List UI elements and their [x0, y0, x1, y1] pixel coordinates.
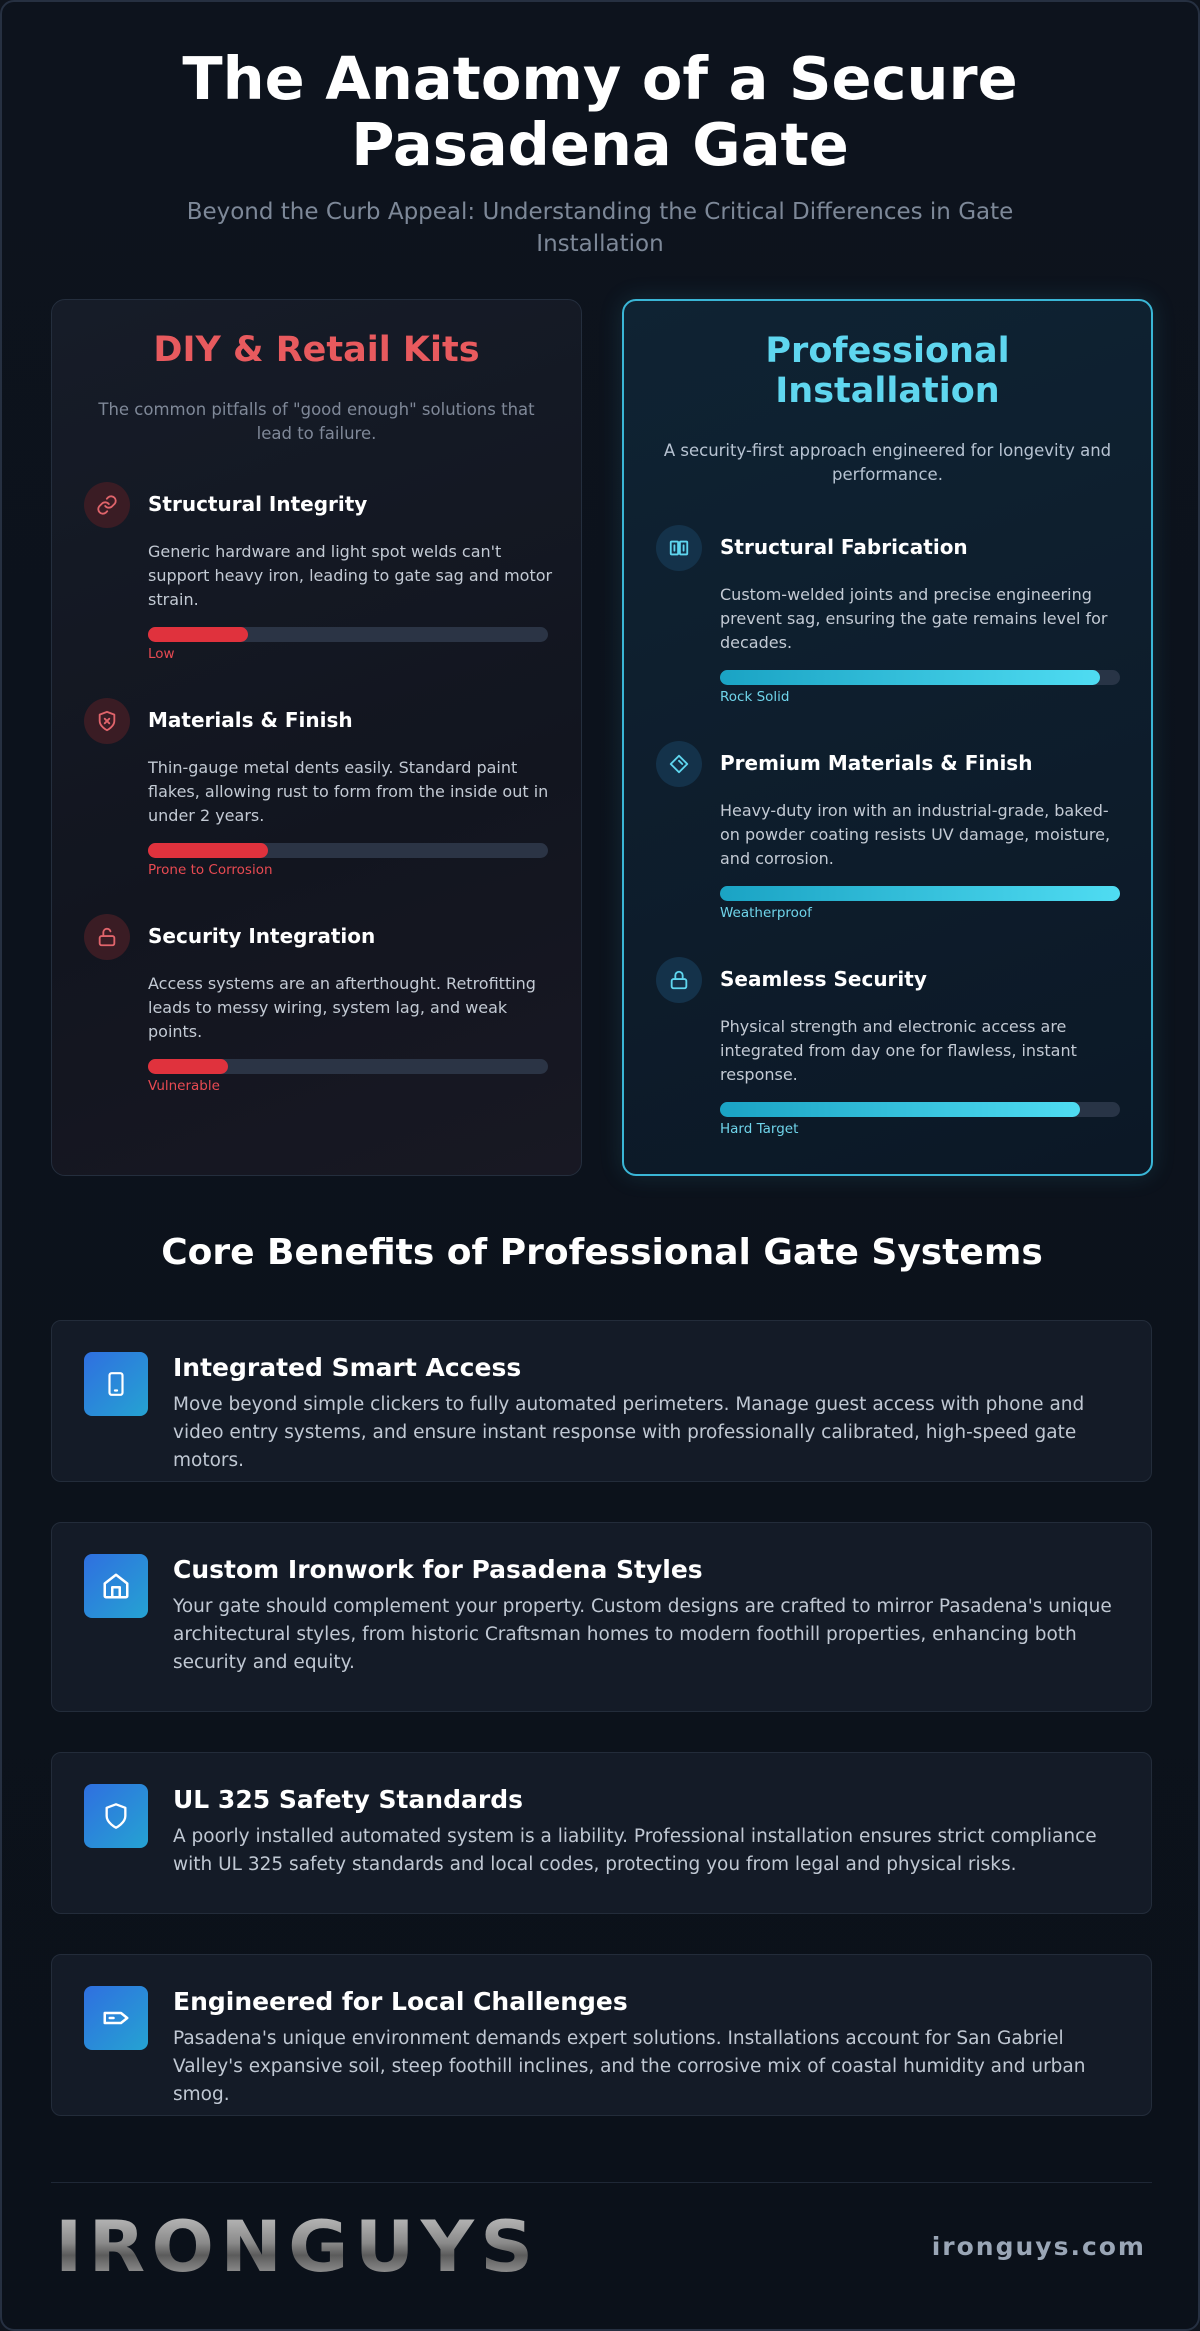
benefit-card-custom-ironwork [51, 1522, 1152, 1712]
rating-bar-fill [148, 1059, 228, 1074]
diy-card-description: The common pitfalls of "good enough" solutions that lead to failure. [98, 400, 535, 443]
item-name: Structural Integrity [148, 492, 368, 516]
footer-divider [51, 2182, 1152, 2183]
rating-bar-fill [148, 843, 268, 858]
benefit-text: Pasadena's unique environment demands expert solutions. Installations account for San Gabriel Valley's expansive soil, steep foothill inclines, and the corrosive mix of coastal humidity and urban smog. [173, 2028, 1086, 2105]
comparison-section [51, 299, 1152, 1176]
smartphone-icon [84, 1352, 148, 1416]
pro-card [622, 299, 1153, 1176]
item-text: Custom-welded joints and precise engineering prevent sag, ensuring the gate remains level for decades. [720, 585, 1108, 652]
shield-x-icon [84, 698, 130, 744]
page-subtitle: Beyond the Curb Appeal: Understanding the Critical Differences in Gate Installation [186, 199, 1014, 257]
tag-icon [84, 1986, 148, 2050]
pro-item-premium-materials [656, 741, 1126, 941]
benefit-title: UL 325 Safety Standards [173, 1785, 523, 1814]
benefits-title: Core Benefits of Professional Gate Systems [161, 1232, 1043, 1273]
unlocked-padlock-icon [84, 914, 130, 960]
website-url[interactable]: ironguys.com [931, 2232, 1146, 2261]
pro-card-description: A security-first approach engineered for longevity and performance. [663, 441, 1112, 484]
home-icon [84, 1554, 148, 1618]
rating-bar [720, 1102, 1120, 1117]
diy-card-title: DIY & Retail Kits [153, 330, 480, 370]
rating-bar [148, 627, 548, 642]
shield-icon [84, 1784, 148, 1848]
rating-bar [720, 886, 1120, 901]
rating-bar-fill [720, 670, 1100, 685]
rating-bar-fill [720, 886, 1120, 901]
rating-bar-fill [720, 1102, 1080, 1117]
rating-label: Vulnerable [148, 1078, 220, 1094]
header [2, 2, 1198, 260]
item-text: Physical strength and electronic access are integrated from day one for flawless, instant response. [720, 1017, 1077, 1084]
pro-item-seamless-security [656, 957, 1126, 1157]
item-text: Generic hardware and light spot welds can't support heavy iron, leading to gate sag and motor strain. [148, 542, 553, 609]
rating-bar [148, 1059, 548, 1074]
diy-card [51, 299, 582, 1176]
rating-label: Weatherproof [720, 905, 812, 921]
item-text: Heavy-duty iron with an industrial-grade, baked-on powder coating resists UV damage, moisture, and corrosion. [720, 801, 1111, 868]
benefit-text: Your gate should complement your property. Custom designs are crafted to mirror Pasadena's unique architectural styles, from historic Craftsman homes to modern foothill properties, enhancing both security and equity. [173, 1596, 1112, 1673]
item-text: Access systems are an afterthought. Retrofitting leads to messy wiring, system lag, and weak points. [148, 974, 536, 1041]
ironguys-logo [55, 2206, 540, 2288]
benefit-card-local-challenges [51, 1954, 1152, 2116]
diy-item-structural-integrity [84, 482, 554, 682]
locked-padlock-icon [656, 957, 702, 1003]
benefit-card-smart-access [51, 1320, 1152, 1482]
rating-label: Low [148, 646, 175, 662]
gate-panels-icon [656, 525, 702, 571]
logo-text: IRONGUYS [55, 2206, 540, 2288]
link-icon [84, 482, 130, 528]
benefit-title: Custom Ironwork for Pasadena Styles [173, 1555, 703, 1584]
item-name: Materials & Finish [148, 708, 353, 732]
benefit-text: A poorly installed automated system is a liability. Professional installation ensures strict compliance with UL 325 safety standards and local codes, protecting you from legal and physical risks. [173, 1826, 1097, 1875]
benefit-title: Engineered for Local Challenges [173, 1987, 628, 2016]
benefit-title: Integrated Smart Access [173, 1353, 522, 1382]
rating-bar [720, 670, 1120, 685]
rating-bar [148, 843, 548, 858]
pro-item-structural-fabrication [656, 525, 1126, 725]
rating-label: Rock Solid [720, 689, 790, 705]
benefit-card-ul325-safety [51, 1752, 1152, 1914]
page-title: The Anatomy of a Secure Pasadena Gate [182, 44, 1018, 179]
item-text: Thin-gauge metal dents easily. Standard paint flakes, allowing rust to form from the inside out in under 2 years. [148, 758, 549, 825]
benefit-text: Move beyond simple clickers to fully automated perimeters. Manage guest access with phone and video entry systems, and ensure instant response with professionally calibrated, high-speed gate motors. [173, 1394, 1085, 1471]
item-name: Security Integration [148, 924, 376, 948]
item-name: Structural Fabrication [720, 535, 968, 559]
rating-label: Hard Target [720, 1121, 799, 1137]
diamond-tag-icon [656, 741, 702, 787]
item-name: Premium Materials & Finish [720, 751, 1033, 775]
rating-label: Prone to Corrosion [148, 862, 273, 878]
pro-card-title: Professional Installation [765, 331, 1010, 411]
item-name: Seamless Security [720, 967, 927, 991]
diy-item-security-integration [84, 914, 554, 1114]
rating-bar-fill [148, 627, 248, 642]
diy-item-materials-finish [84, 698, 554, 898]
